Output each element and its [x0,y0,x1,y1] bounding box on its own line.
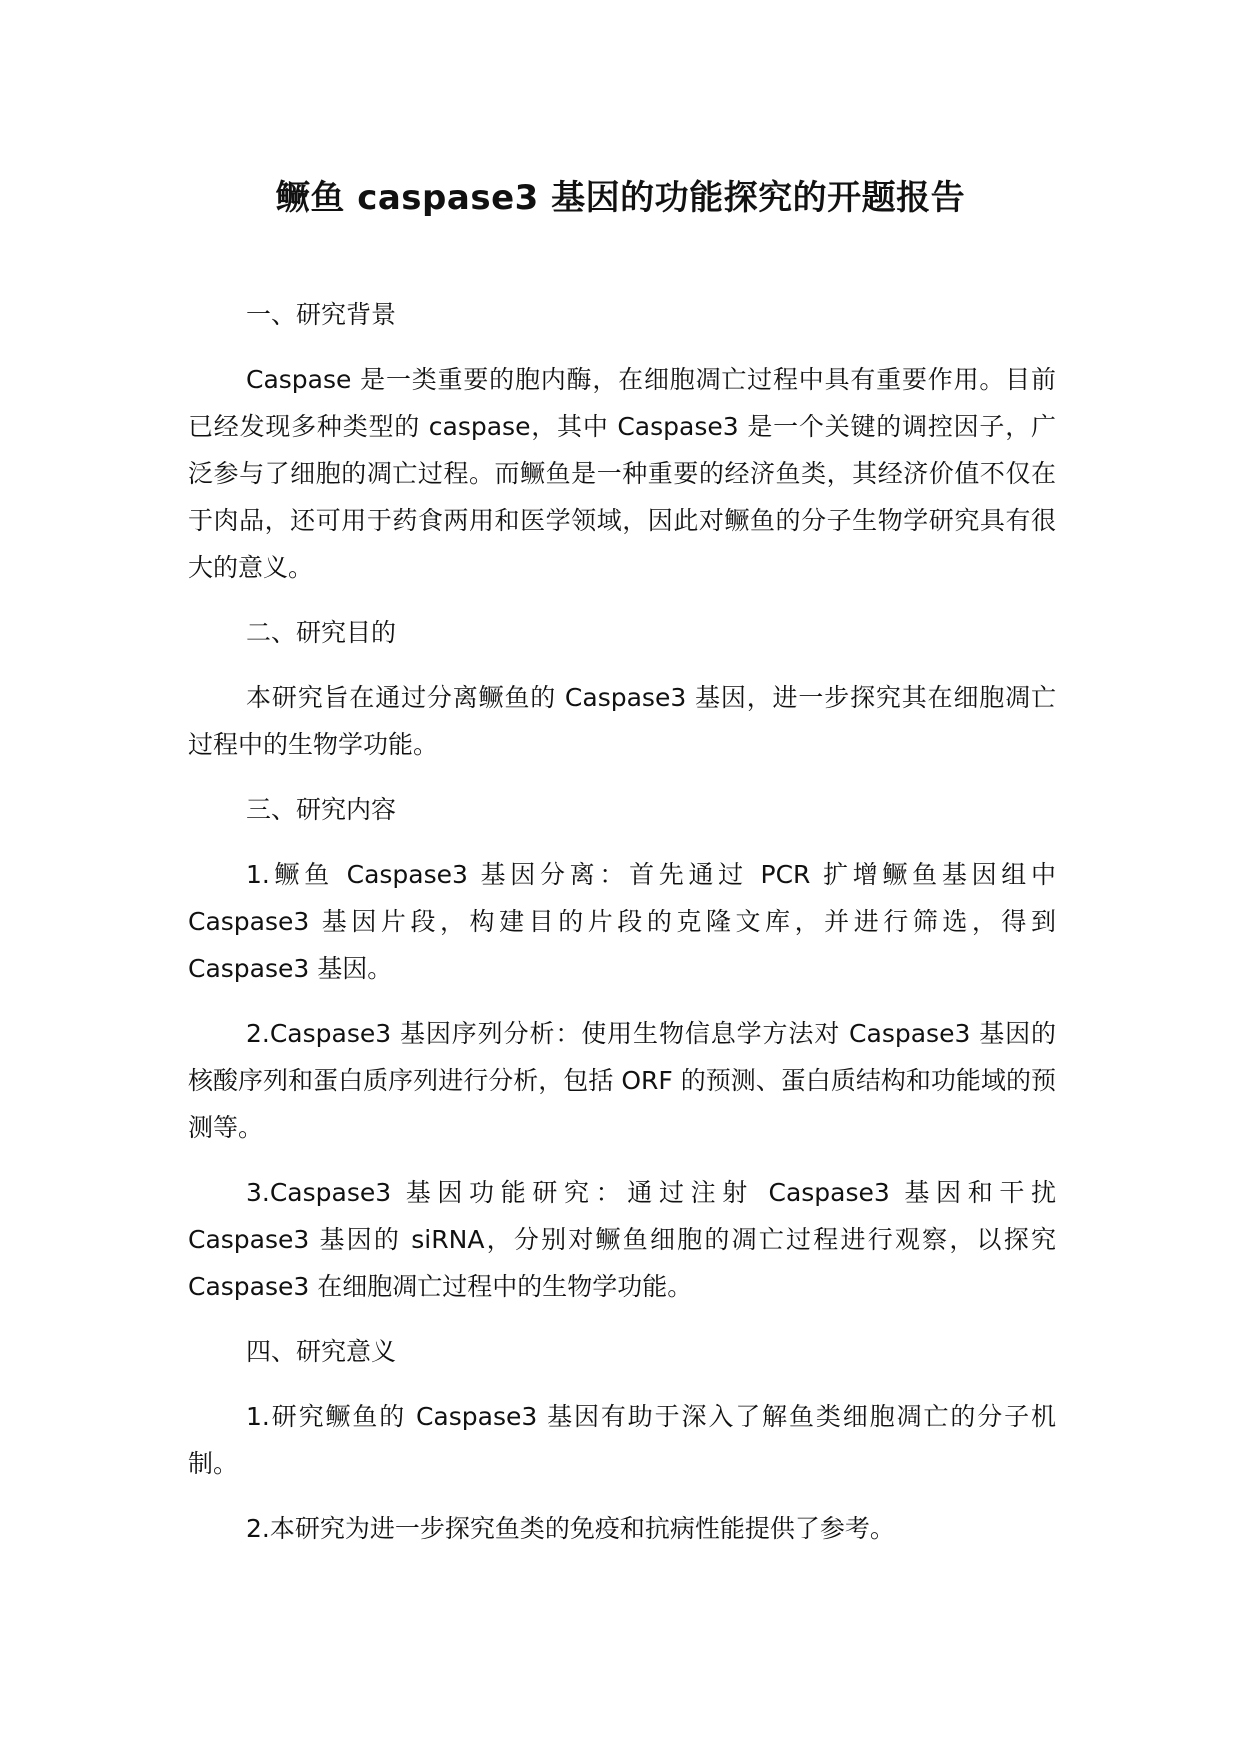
section-heading-background: 一、研究背景 [246,300,397,329]
section-heading-significance: 四、研究意义 [246,1337,397,1366]
section-heading-content: 三、研究内容 [246,795,397,824]
significance-item-2: 2.本研究为进一步探究鱼类的免疫和抗病性能提供了参考。 [246,1514,895,1543]
document-body [188,291,1056,1570]
document-title: 鳜鱼 caspase3 基因的功能探究的开题报告 [275,178,966,218]
objective-paragraph: 本研究旨在通过分离鳜鱼的 Caspase3 基因，进一步探究其在细胞凋亡过程中的生物学功能。 [188,683,1056,759]
significance-item-1: 1.研究鳜鱼的 Caspase3 基因有助于深入了解鱼类细胞凋亡的分子机制。 [188,1402,1056,1478]
content-item-2: 2.Caspase3 基因序列分析：使用生物信息学方法对 Caspase3 基因的核酸序列和蛋白质序列进行分析，包括 ORF 的预测、蛋白质结构和功能域的预测等。 [188,1019,1056,1142]
content-item-3: 3.Caspase3 基因功能研究：通过注射 Caspase3 基因和干扰 Caspase3 基因的 siRNA，分别对鳜鱼细胞的凋亡过程进行观察，以探究 Caspase3 在细胞凋亡过程中的生物学功能。 [188,1178,1056,1301]
section-heading-objective: 二、研究目的 [246,618,397,647]
content-item-1: 1.鳜鱼 Caspase3 基因分离：首先通过 PCR 扩增鳜鱼基因组中 Caspase3 基因片段，构建目的片段的克隆文库，并进行筛选，得到 Caspase3 基因。 [188,860,1056,983]
background-paragraph: Caspase 是一类重要的胞内酶，在细胞凋亡过程中具有重要作用。目前已经发现多种类型的 caspase，其中 Caspase3 是一个关键的调控因子，广泛参与了细胞的凋亡过程。而鳜鱼是一种重要的经济鱼类，其经济价值不仅在于肉品，还可用于药食两用和医学领域，因此对鳜鱼的分子生物学研究具有很大的意义。 [188,365,1056,582]
